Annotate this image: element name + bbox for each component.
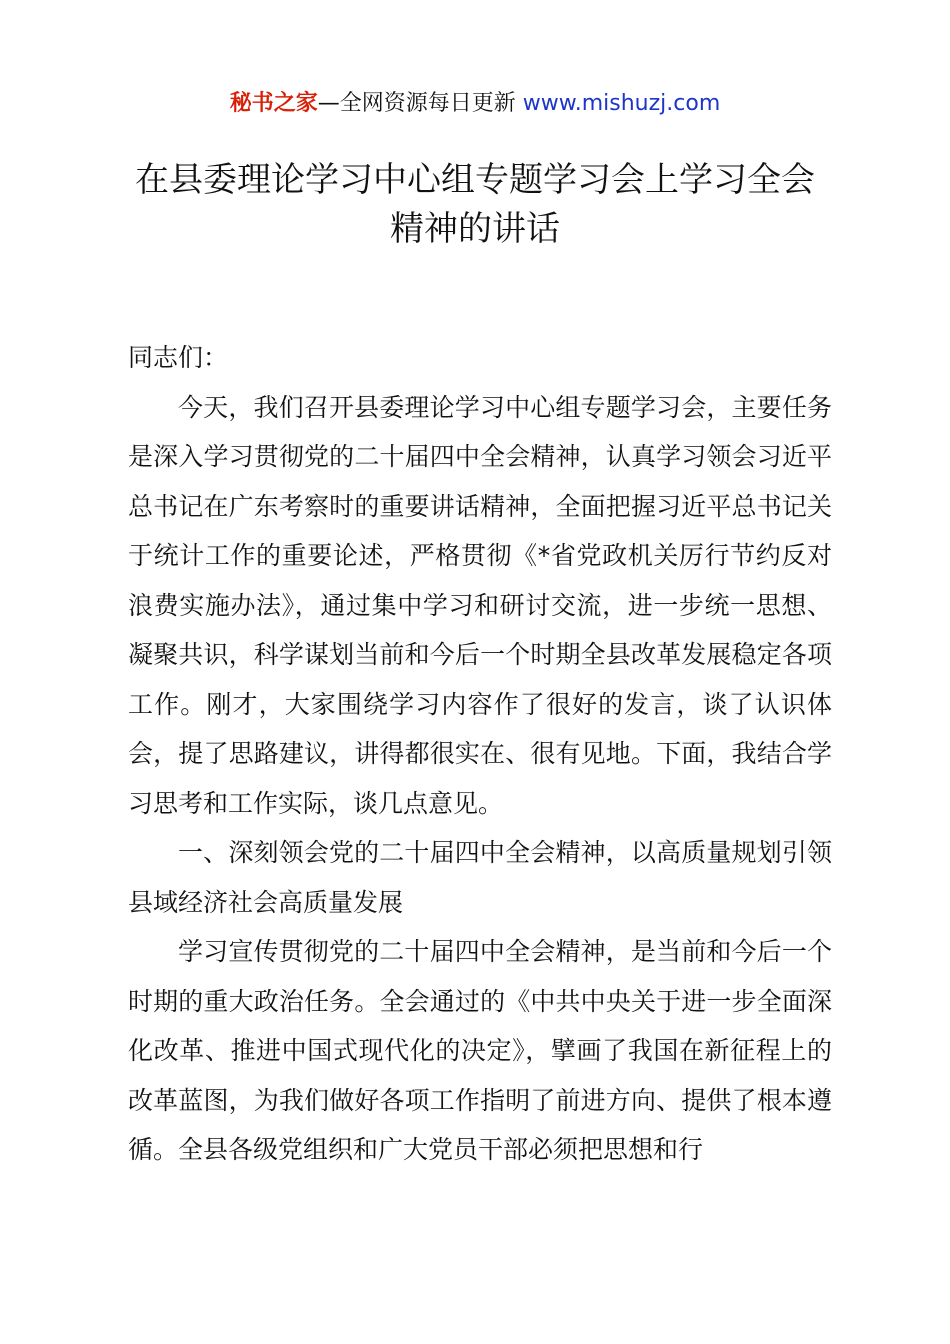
document-title-line-2: 精神的讲话 bbox=[390, 209, 560, 249]
site-header bbox=[0, 84, 950, 124]
site-brand: 秘书之家 bbox=[229, 91, 318, 116]
document-body bbox=[128, 333, 832, 1175]
document-title bbox=[100, 156, 850, 254]
paragraph-section-1: 学习宣传贯彻党的二十届四中全会精神，是当前和今后一个时期的重大政治任务。全会通过的《中共中央关于进一步全面深化改革、推进中国式现代化的决定》，擘画了我国在新征程上的改革蓝图，为我们做好各项工作指明了前进方向、提供了根本遵循。全县各级党组织和广大党员干部必须把思想和行 bbox=[128, 937, 832, 1164]
header-dash: — bbox=[317, 91, 340, 116]
site-url-link[interactable]: www.mishuzj.com bbox=[522, 91, 721, 116]
section-heading-1: 一、深刻领会党的二十届四中全会精神，以高质量规划引领县域经济社会高质量发展 bbox=[128, 838, 832, 917]
salutation: 同志们： bbox=[128, 343, 229, 372]
site-tagline: 全网资源每日更新 bbox=[339, 91, 516, 116]
document-title-line-1: 在县委理论学习中心组专题学习会上学习全会 bbox=[135, 160, 815, 200]
paragraph-opening: 今天，我们召开县委理论学习中心组专题学习会，主要任务是深入学习贯彻党的二十届四中全会精神，认真学习领会习近平总书记在广东考察时的重要讲话精神，全面把握习近平总书记关于统计工作的重要论述，严格贯彻《*省党政机关厉行节约反对浪费实施办法》，通过集中学习和研讨交流，进一步统一思想、凝聚共识，科学谋划当前和今后一个时期全县改革发展稳定各项工作。刚才，大家围绕学习内容作了很好的发言，谈了认识体会，提了思路建议，讲得都很实在、很有见地。下面，我结合学习思考和工作实际，谈几点意见。 bbox=[128, 392, 832, 818]
